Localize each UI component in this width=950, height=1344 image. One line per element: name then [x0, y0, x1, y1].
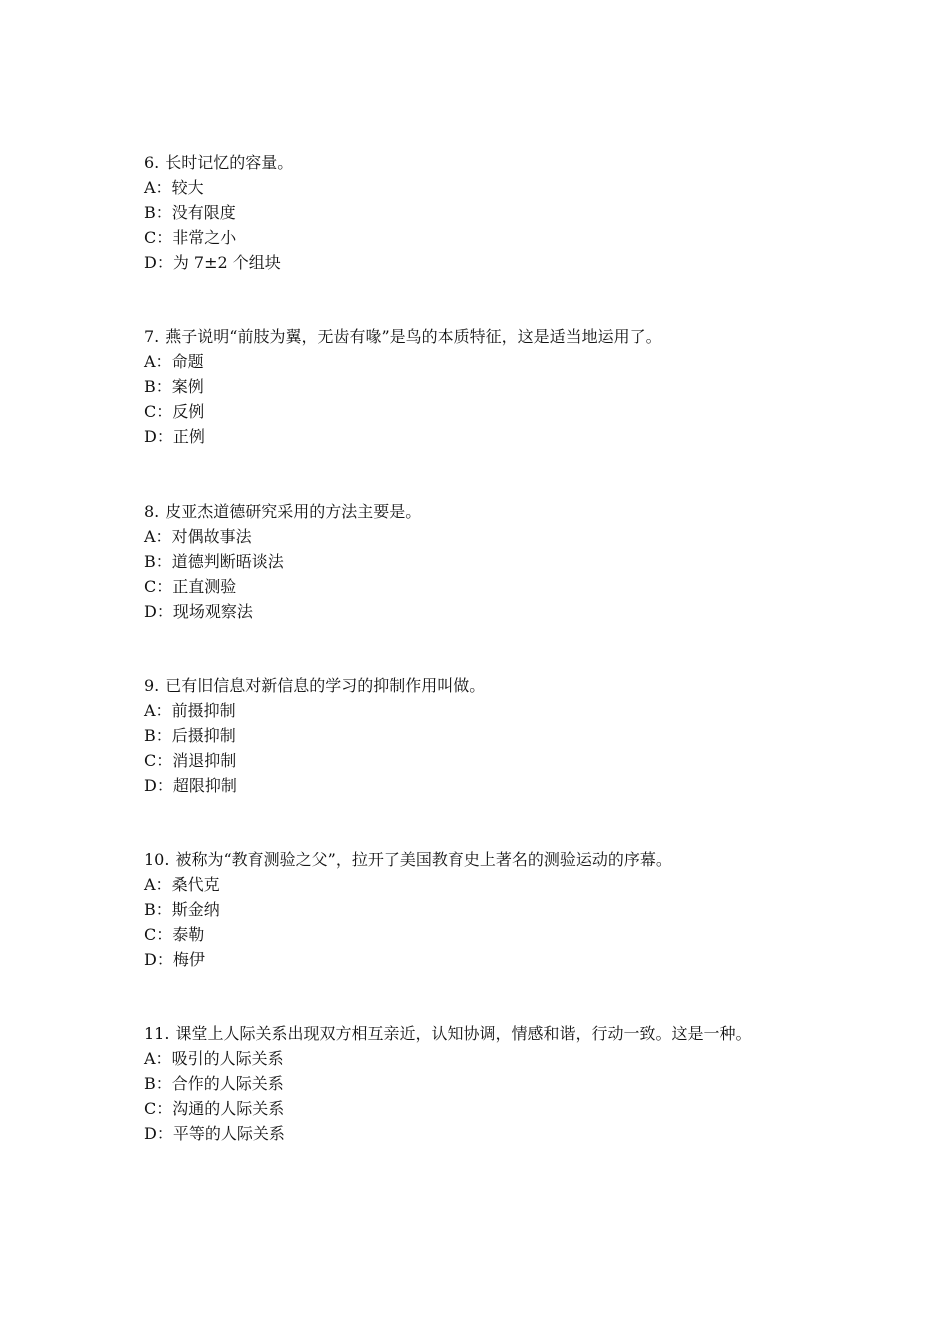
question-stem — [144, 499, 844, 524]
option-letter: C： — [144, 228, 173, 247]
option-text: 沟通的人际关系 — [172, 1099, 285, 1118]
question-9 — [144, 673, 844, 798]
question-text: 燕子说明“前肢为翼，无齿有喙”是鸟的本质特征，这是适当地运用了。 — [165, 327, 662, 346]
option-a — [144, 349, 844, 374]
question-number: 11. — [144, 1024, 170, 1043]
option-text: 案例 — [171, 377, 204, 396]
option-letter: A： — [144, 1049, 172, 1068]
option-letter: B： — [144, 552, 172, 571]
option-letter: D： — [144, 1124, 173, 1143]
option-text: 对偶故事法 — [171, 527, 252, 546]
option-text: 为 7±2 个组块 — [172, 253, 281, 272]
option-text: 道德判断晤谈法 — [171, 552, 284, 571]
question-text: 长时记忆的容量。 — [165, 153, 294, 172]
option-b — [144, 200, 844, 225]
option-letter: D： — [144, 776, 173, 795]
option-letter: C： — [144, 751, 173, 770]
option-a — [144, 524, 844, 549]
option-text: 吸引的人际关系 — [171, 1049, 284, 1068]
option-b — [144, 1071, 844, 1096]
option-letter: B： — [144, 726, 172, 745]
option-letter: C： — [144, 402, 173, 421]
option-text: 超限抑制 — [172, 776, 237, 795]
question-text: 课堂上人际关系出现双方相互亲近，认知协调，情感和谐，行动一致。这是一种。 — [175, 1024, 752, 1043]
option-text: 梅伊 — [172, 950, 205, 969]
option-letter: A： — [144, 178, 172, 197]
option-a — [144, 872, 844, 897]
option-b — [144, 723, 844, 748]
question-text: 已有旧信息对新信息的学习的抑制作用叫做。 — [165, 676, 486, 695]
option-text: 正直测验 — [172, 577, 237, 596]
option-letter: B： — [144, 203, 172, 222]
option-letter: C： — [144, 577, 173, 596]
option-letter: A： — [144, 875, 172, 894]
option-letter: C： — [144, 1099, 173, 1118]
option-text: 消退抑制 — [172, 751, 237, 770]
question-8 — [144, 499, 844, 624]
option-d — [144, 599, 844, 624]
option-d — [144, 424, 844, 449]
option-letter: B： — [144, 900, 172, 919]
option-text: 后摄抑制 — [171, 726, 236, 745]
option-letter: B： — [144, 1074, 172, 1093]
option-letter: A： — [144, 352, 172, 371]
option-letter: A： — [144, 527, 172, 546]
option-letter: D： — [144, 950, 173, 969]
option-text: 平等的人际关系 — [172, 1124, 285, 1143]
question-stem — [144, 150, 844, 175]
question-number: 7. — [144, 327, 160, 346]
option-c — [144, 1096, 844, 1121]
question-11 — [144, 1021, 844, 1146]
question-stem — [144, 1021, 844, 1046]
option-a — [144, 698, 844, 723]
question-number: 8. — [144, 502, 160, 521]
option-a — [144, 1046, 844, 1071]
option-letter: D： — [144, 253, 173, 272]
option-d — [144, 773, 844, 798]
question-10 — [144, 847, 844, 972]
option-d — [144, 250, 844, 275]
question-stem — [144, 673, 844, 698]
question-6 — [144, 150, 844, 275]
option-text: 正例 — [172, 427, 205, 446]
option-c — [144, 922, 844, 947]
option-text: 泰勒 — [172, 925, 205, 944]
option-c — [144, 574, 844, 599]
option-letter: C： — [144, 925, 173, 944]
option-b — [144, 897, 844, 922]
option-letter: D： — [144, 427, 173, 446]
question-number: 10. — [144, 850, 170, 869]
option-d — [144, 1121, 844, 1146]
option-text: 较大 — [171, 178, 204, 197]
option-letter: A： — [144, 701, 172, 720]
option-text: 非常之小 — [172, 228, 237, 247]
option-text: 斯金纳 — [171, 900, 220, 919]
question-stem — [144, 324, 844, 349]
option-d — [144, 947, 844, 972]
option-c — [144, 225, 844, 250]
option-text: 合作的人际关系 — [171, 1074, 284, 1093]
question-stem — [144, 847, 844, 872]
option-c — [144, 748, 844, 773]
option-letter: B： — [144, 377, 172, 396]
question-7 — [144, 324, 844, 449]
question-number: 9. — [144, 676, 160, 695]
question-text: 皮亚杰道德研究采用的方法主要是。 — [165, 502, 422, 521]
question-number: 6. — [144, 153, 160, 172]
option-b — [144, 374, 844, 399]
option-text: 前摄抑制 — [171, 701, 236, 720]
option-letter: D： — [144, 602, 173, 621]
option-c — [144, 399, 844, 424]
option-b — [144, 549, 844, 574]
option-text: 现场观察法 — [172, 602, 253, 621]
option-text: 桑代克 — [171, 875, 220, 894]
option-a — [144, 175, 844, 200]
option-text: 命题 — [171, 352, 204, 371]
option-text: 没有限度 — [171, 203, 236, 222]
option-text: 反例 — [172, 402, 205, 421]
question-text: 被称为“教育测验之父”，拉开了美国教育史上著名的测验运动的序幕。 — [175, 850, 672, 869]
